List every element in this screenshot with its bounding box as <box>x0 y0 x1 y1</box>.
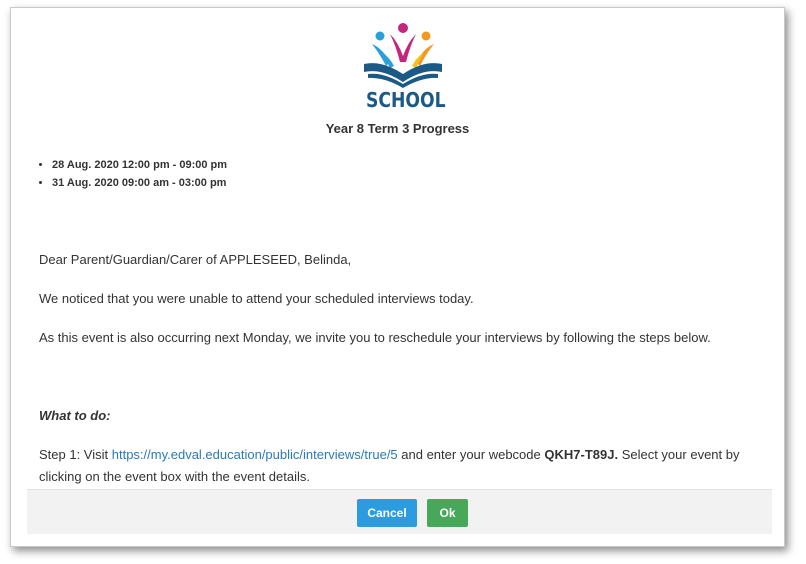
step1-suffix: Select your event by clicking on the event box with the event details. <box>39 447 740 484</box>
step1-text <box>39 444 756 488</box>
school-logo-text: SCHOOL <box>366 88 446 112</box>
reschedule-invite-text: As this event is also occurring next Monday, we invite you to reschedule your interviews by following the steps below. <box>39 330 711 345</box>
interview-dialog <box>10 7 785 547</box>
step1-mid: and enter your webcode <box>397 447 545 462</box>
event-date-item: • 31 Aug. 2020 09:00 am - 03:00 pm <box>52 174 227 192</box>
greeting-text: Dear Parent/Guardian/Carer of APPLESEED, Belinda, <box>39 252 352 267</box>
what-to-do-heading: What to do: <box>39 408 111 423</box>
school-logo <box>360 22 446 114</box>
event-date-item: • 28 Aug. 2020 12:00 pm - 09:00 pm <box>52 156 227 174</box>
event-title: Year 8 Term 3 Progress <box>325 121 470 136</box>
dialog-content <box>11 8 784 491</box>
dialog-footer <box>27 489 772 534</box>
cancel-button[interactable]: Cancel <box>357 499 417 527</box>
missed-interview-text: We noticed that you were unable to attend your scheduled interviews today. <box>39 291 474 306</box>
webcode: QKH7-T89J. <box>544 447 619 462</box>
event-dates-list <box>41 156 227 192</box>
interviews-link[interactable]: https://my.edval.education/public/interviews/true/5 <box>111 447 398 462</box>
step1-prefix: Step 1: Visit <box>39 447 112 462</box>
ok-button[interactable]: Ok <box>427 499 468 527</box>
